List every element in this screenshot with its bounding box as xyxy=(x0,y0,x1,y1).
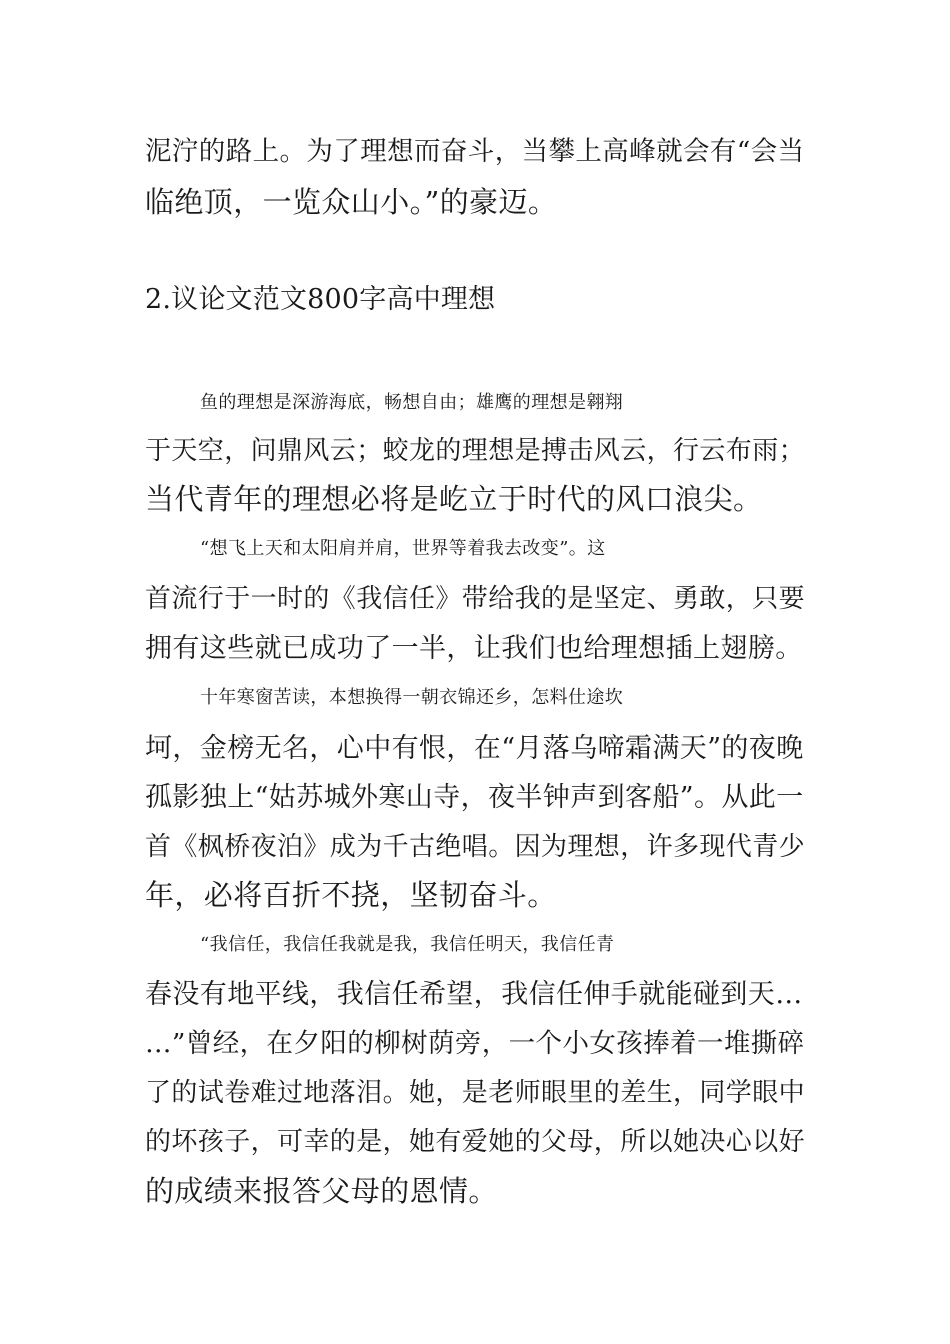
paragraph-2-line-3: 拥有这些就已成功了一半，让我们也给理想插上翅膀。 xyxy=(145,633,803,664)
paragraph-4-line-3: …”曾经，在夕阳的柳树荫旁，一个小女孩捧着一堆撕碎 xyxy=(145,1028,805,1059)
paragraph-3-line-4: 首《枫桥夜泊》成为千古绝唱。因为理想，许多现代青少 xyxy=(145,832,806,862)
paragraph-3-line-2: 坷，金榜无名，心中有恨，在“月落乌啼霜满天”的夜晚 xyxy=(145,733,804,764)
paragraph-4-line-4: 了的试卷难过地落泪。她，是老师眼里的差生，同学眼中 xyxy=(145,1078,806,1108)
intro-line-2: 临绝顶，一览众山小。”的豪迈。 xyxy=(145,185,558,219)
paragraph-1-line-1: 鱼的理想是深游海底，畅想自由；雄鹰的理想是翱翔 xyxy=(200,392,624,413)
intro-line-1: 泥泞的路上。为了理想而奋斗，当攀上高峰就会有“会当 xyxy=(145,136,805,167)
paragraph-2-line-1: “想飞上天和太阳肩并肩，世界等着我去改变”。这 xyxy=(200,538,606,559)
paragraph-4-line-5: 的坏孩子，可幸的是，她有爱她的父母，所以她决心以好 xyxy=(145,1127,806,1157)
paragraph-3-line-5: 年，必将百折不挠，坚韧奋斗。 xyxy=(145,878,557,912)
paragraph-4-line-6: 的成绩来报答父母的恩情。 xyxy=(145,1174,498,1208)
paragraph-3-line-1: 十年寒窗苦读，本想换得一朝衣锦还乡，怎料仕途坎 xyxy=(200,687,624,708)
paragraph-4-line-2: 春没有地平线，我信任希望，我信任伸手就能碰到天… xyxy=(145,979,803,1010)
paragraph-2-line-2: 首流行于一时的《我信任》带给我的是坚定、勇敢，只要 xyxy=(145,584,806,614)
paragraph-1-line-3: 当代青年的理想必将是屹立于时代的风口浪尖。 xyxy=(145,482,763,516)
paragraph-4-line-1: “我信任，我信任我就是我，我信任明天，我信任青 xyxy=(200,934,615,955)
paragraph-1-line-2: 于天空，问鼎风云；蛟龙的理想是搏击风云，行云布雨； xyxy=(145,436,806,466)
section-heading: 2.议论文范文800字高中理想 xyxy=(145,284,496,315)
paragraph-3-line-3: 孤影独上“姑苏城外寒山寺，夜半钟声到客船”。从此一 xyxy=(145,782,804,813)
